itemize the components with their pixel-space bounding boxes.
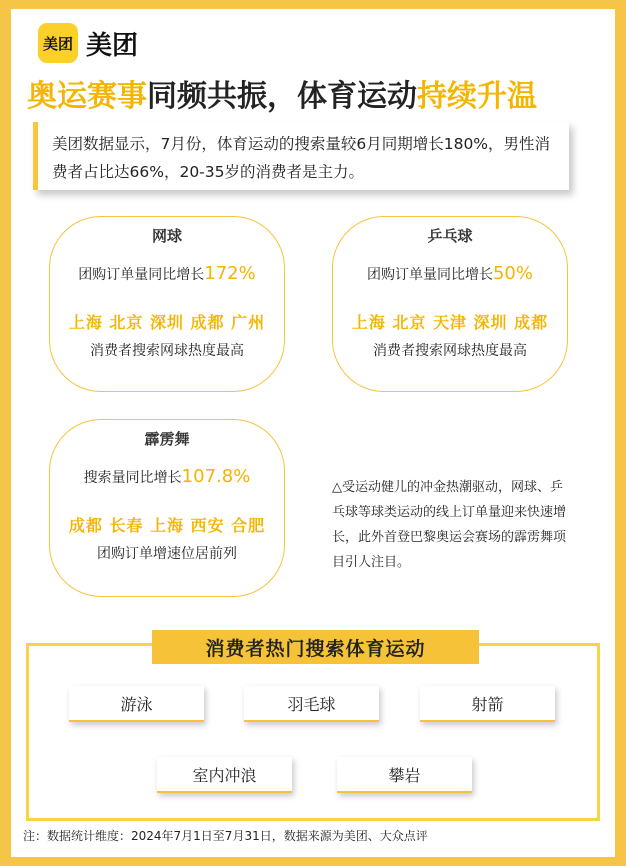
- note-text: △受运动健儿的冲金热潮驱动，网球、乒乓球等球类运动的线上订单量迎来快速增长，此外首登巴黎奥运会赛场的霹雳舞项目引人注目。: [332, 480, 567, 570]
- card-cities: 上海 北京 天津 深圳 成都: [351, 313, 549, 332]
- sport-tag-indoor-surfing: 室内冲浪: [157, 757, 292, 793]
- card-title: 网球: [151, 227, 182, 245]
- sport-tag-swimming: 游泳: [69, 686, 204, 722]
- stat-label: 团购订单量同比增长: [78, 267, 205, 283]
- popular-sports-box: [26, 643, 600, 821]
- card-cities: 成都 长春 上海 西安 合肥: [68, 516, 266, 535]
- stat-label: 团购订单量同比增长: [366, 267, 493, 283]
- section-title: 消费者热门搜索体育运动: [152, 630, 479, 664]
- card-footer: 消费者搜索网球热度最高: [90, 343, 244, 359]
- headline-highlight-2: 持续升温: [417, 79, 537, 114]
- stat-label: 搜索量同比增长: [83, 470, 182, 486]
- footnote: 注：数据统计维度：2024年7月1日至7月31日，数据来源为美团、大众点评: [23, 829, 428, 843]
- card-cities: 上海 北京 深圳 成都 广州: [68, 313, 266, 332]
- card-stat: [333, 263, 567, 284]
- sport-tag-rock-climbing: 攀岩: [337, 757, 472, 793]
- stat-value: 50%: [492, 263, 533, 284]
- stat-value: 107.8%: [181, 466, 251, 487]
- card-stat: [50, 263, 284, 284]
- card-title: 霹雳舞: [144, 430, 190, 448]
- card-breaking: [49, 419, 285, 597]
- card-table-tennis: [332, 216, 568, 392]
- card-stat: [50, 466, 284, 487]
- sport-tag-badminton: 羽毛球: [244, 686, 379, 722]
- card-tennis: [49, 216, 285, 392]
- sport-tag-archery: 射箭: [420, 686, 555, 722]
- intro-text: 美团数据显示，7月份，体育运动的搜索量较6月同期增长180%，男性消费者占比达66%，20-35岁的消费者是主力。: [33, 122, 569, 190]
- card-footer: 团购订单增速位居前列: [97, 546, 237, 562]
- card-footer: 消费者搜索网球热度最高: [373, 343, 527, 359]
- headline: [27, 71, 607, 115]
- page: [11, 9, 615, 857]
- logo-text: 美团: [42, 34, 73, 53]
- card-title: 乒乓球: [427, 227, 473, 245]
- brand-name: 美团: [86, 31, 139, 61]
- stat-value: 172%: [204, 263, 256, 284]
- meituan-logo: [38, 23, 78, 63]
- headline-highlight-1: 奥运赛事: [27, 79, 147, 114]
- headline-middle: 同频共振，体育运动: [147, 79, 417, 114]
